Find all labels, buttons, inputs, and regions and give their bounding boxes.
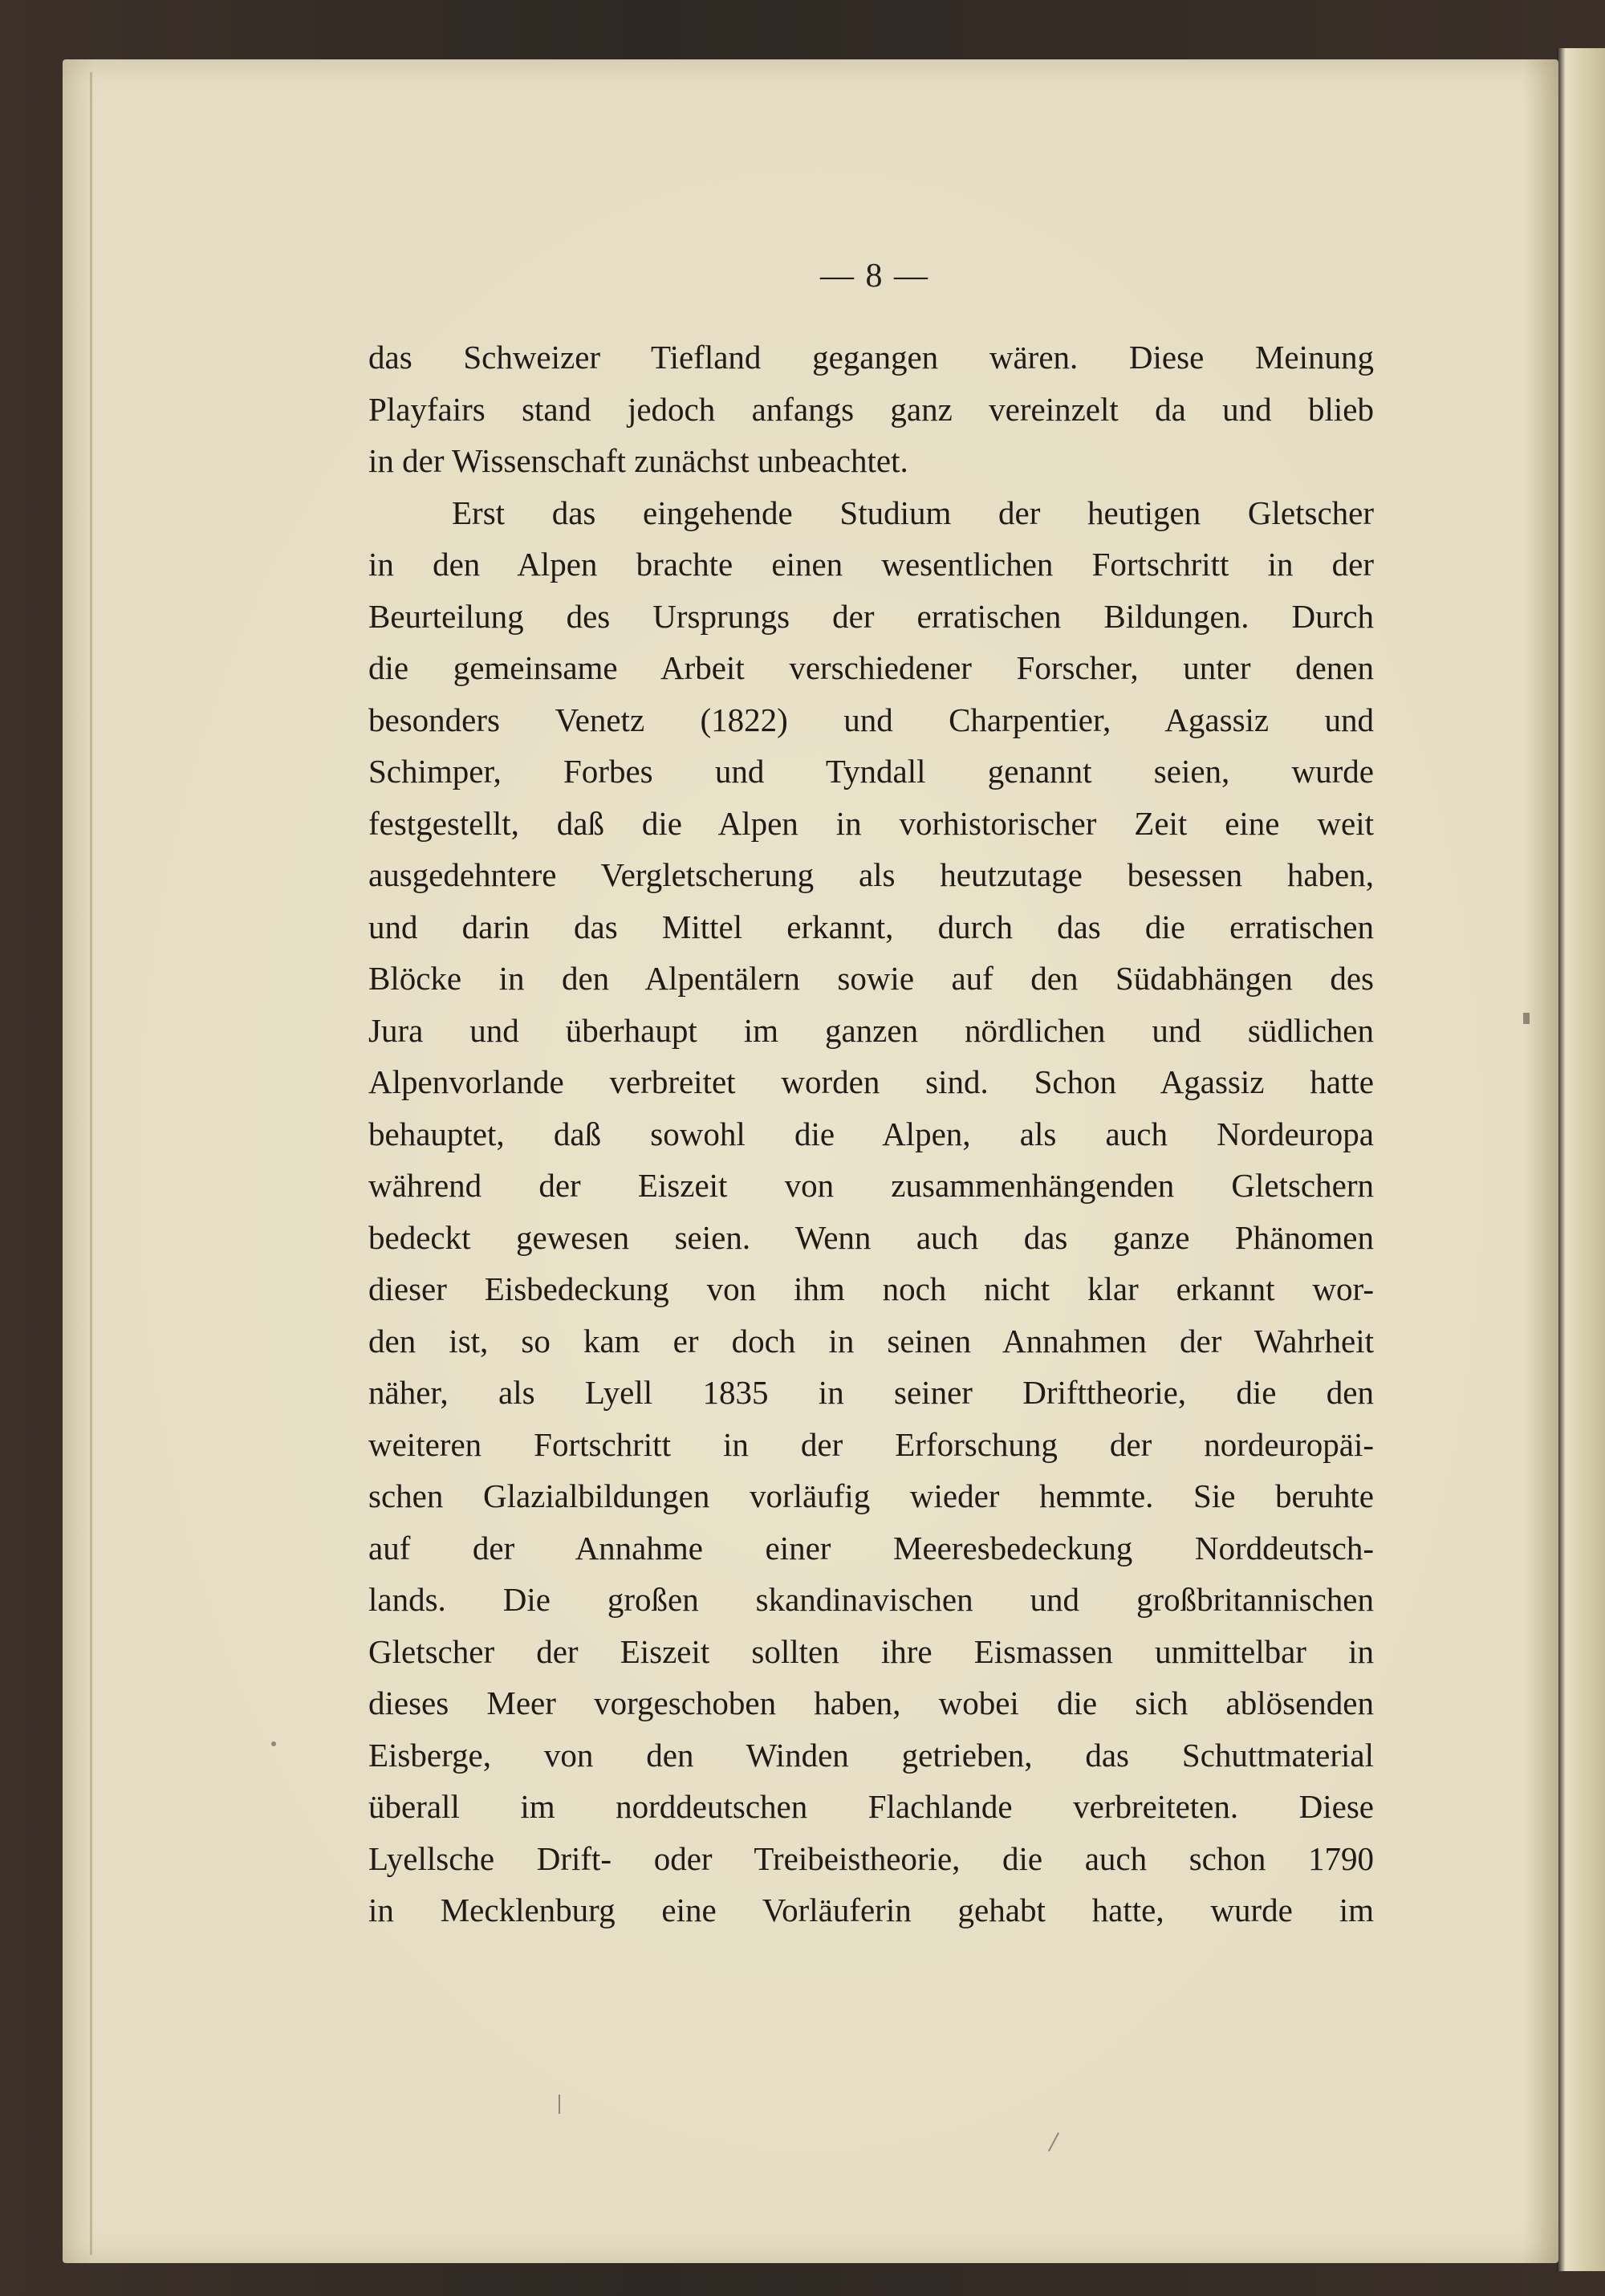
text-line: dieses Meer vorgeschoben haben, wobei die sich ablösenden <box>368 1684 1374 1721</box>
text-line: und darin das Mittel erkannt, durch das die erratischen <box>368 908 1374 945</box>
text-line: Gletscher der Eiszeit sollten ihre Eismassen unmittelbar in <box>368 1632 1374 1670</box>
text-line: überall im norddeutschen Flachlande verbreiteten. Diese <box>368 1788 1374 1825</box>
scan-speck <box>559 2095 560 2114</box>
text-line: Jura und überhaupt im ganzen nördlichen und südlichen <box>368 1011 1374 1049</box>
text-line: während der Eiszeit von zusammenhängenden Gletschern <box>368 1167 1374 1204</box>
book-edge <box>1557 48 1605 2271</box>
text-line: in Mecklenburg eine Vorläuferin gehabt hatte, wurde im <box>368 1892 1374 1928</box>
text-line: Alpenvorlande verbreitet worden sind. Schon Agassiz hatte <box>368 1063 1374 1100</box>
text-line: dieser Eisbedeckung von ihm noch nicht klar erkannt wor- <box>368 1270 1374 1307</box>
scan-speck <box>271 1741 276 1746</box>
text-line: in der Wissenschaft zunächst unbeachtet. <box>368 442 908 479</box>
text-line: Beurteilung des Ursprungs der erratischen Bildungen. Durch <box>368 597 1374 635</box>
text-line: auf der Annahme einer Meeresbedeckung Norddeutsch- <box>368 1529 1374 1567</box>
text-line: bedeckt gewesen seien. Wenn auch das ganze Phänomen <box>368 1218 1374 1256</box>
text-line: das Schweizer Tiefland gegangen wären. Diese Meinung <box>368 339 1374 376</box>
text-line: ausgedehntere Vergletscherung als heutzutage besessen haben, <box>368 856 1374 893</box>
text-line: festgestellt, daß die Alpen in vorhistorischer Zeit eine weit <box>368 804 1374 842</box>
text-line: Playfairs stand jedoch anfangs ganz vereinzelt da und blieb <box>368 390 1374 428</box>
text-line: weiteren Fortschritt in der Erforschung der nordeuropäi- <box>368 1425 1374 1463</box>
text-line: Blöcke in den Alpentälern sowie auf den Südabhängen des <box>368 960 1374 997</box>
text-line: lands. Die großen skandinavischen und großbritannischen <box>368 1581 1374 1618</box>
body-text <box>368 331 1374 1936</box>
text-line: schen Glazialbildungen vorläufig wieder hemmte. Sie beruhte <box>368 1477 1374 1514</box>
text-line: behauptet, daß sowohl die Alpen, als auch Nordeuropa <box>368 1115 1374 1152</box>
text-line: Lyellsche Drift- oder Treibeistheorie, die auch schon 1790 <box>368 1839 1374 1877</box>
text-line: die gemeinsame Arbeit verschiedener Forscher, unter denen <box>368 649 1374 686</box>
page-number: — 8 — <box>820 258 929 295</box>
text-line: in den Alpen brachte einen wesentlichen Fortschritt in der <box>368 546 1374 583</box>
text-line: näher, als Lyell 1835 in seiner Drifttheorie, die den <box>368 1374 1374 1411</box>
text-line: den ist, so kam er doch in seinen Annahmen der Wahrheit <box>368 1322 1374 1359</box>
text-line: besonders Venetz (1822) und Charpentier, Agassiz und <box>368 701 1374 738</box>
scan-speck <box>1523 1013 1530 1024</box>
page-gutter <box>90 72 92 2255</box>
text-line: Schimper, Forbes und Tyndall genannt seien, wurde <box>368 753 1374 790</box>
text-line: Eisberge, von den Winden getrieben, das Schuttmaterial <box>368 1736 1374 1774</box>
text-line: Erst das eingehende Studium der heutigen Gletscher <box>452 494 1374 531</box>
